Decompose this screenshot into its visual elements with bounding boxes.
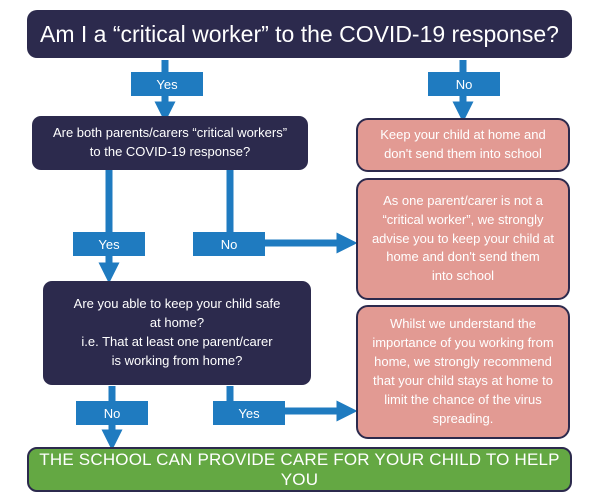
question-both-parents-text: Are both parents/carers “critical workers” to the COVID-19 response? bbox=[52, 125, 288, 159]
result-box bbox=[27, 447, 572, 492]
yes-label-bottom: Yes bbox=[213, 401, 285, 425]
advice-keep-home-text: Keep your child at home and don't send them into school bbox=[380, 127, 546, 161]
yes-label-top: Yes bbox=[131, 72, 203, 96]
advice-stay-home bbox=[356, 305, 570, 439]
title-box bbox=[27, 10, 572, 58]
advice-keep-home bbox=[356, 118, 570, 172]
question-keep-safe-text: Are you able to keep your child safe at home? i.e. That at least one parent/carer is working from home? bbox=[73, 296, 281, 368]
question-keep-safe bbox=[43, 281, 311, 385]
title-text: Am I a “critical worker” to the COVID-19 response? bbox=[40, 20, 559, 47]
no-label-top: No bbox=[428, 72, 500, 96]
question-both-parents bbox=[32, 116, 308, 170]
yes-label-mid: Yes bbox=[73, 232, 145, 256]
no-label-bottom: No bbox=[76, 401, 148, 425]
advice-one-not-critical bbox=[356, 178, 570, 300]
no-label-mid: No bbox=[193, 232, 265, 256]
advice-stay-home-text: Whilst we understand the importance of you working from home, we strongly recommend that your child stays at home to limit the chance of the virus spreading. bbox=[372, 316, 554, 426]
advice-one-not-critical-text: As one parent/carer is not a “critical worker”, we strongly advise you to keep your child at home and don't send them into school bbox=[371, 192, 555, 284]
result-text: THE SCHOOL CAN PROVIDE CARE FOR YOUR CHILD TO HELP YOU bbox=[39, 449, 560, 489]
